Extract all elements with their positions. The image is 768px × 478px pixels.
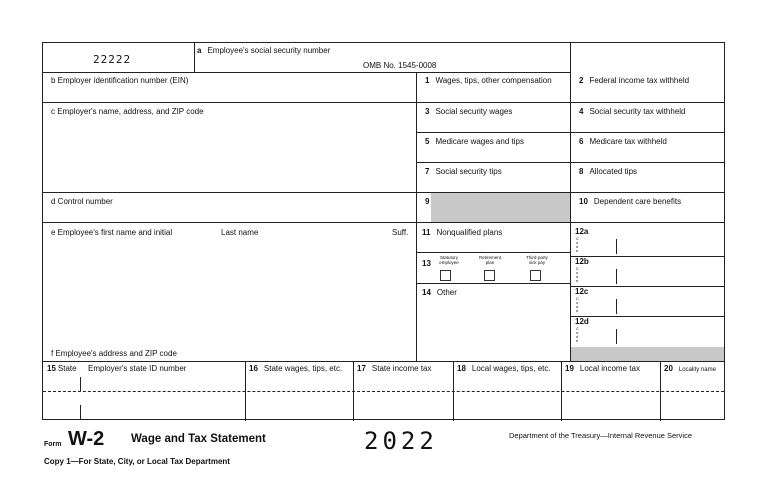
box-4-field[interactable]: [579, 107, 686, 116]
rule: [416, 283, 570, 284]
box-16-num: 16: [249, 364, 258, 373]
rule: [194, 43, 195, 72]
box-6-num: 6: [579, 137, 584, 146]
box-4-num: 4: [579, 107, 584, 116]
third-party-sick-pay-checkbox[interactable]: [530, 270, 541, 281]
box-7-field[interactable]: [425, 167, 502, 176]
box-16-field[interactable]: [249, 364, 342, 373]
box-15-num: 15: [47, 364, 56, 373]
box-10-label: Dependent care benefits: [593, 197, 682, 206]
box-18-label: Local wages, tips, etc.: [471, 364, 551, 373]
box-7-label: Social security tips: [435, 167, 502, 176]
box-20-field[interactable]: [664, 364, 716, 373]
rule: [43, 102, 724, 103]
box-13-num: 13: [422, 259, 431, 268]
rule: [80, 405, 81, 419]
omb-number: OMB No. 1545-0008: [363, 61, 437, 70]
rule: [43, 72, 570, 73]
rule: [616, 299, 617, 314]
box-10-field[interactable]: [579, 197, 681, 206]
form-title: Wage and Tax Statement: [131, 433, 266, 445]
rule: [570, 43, 571, 361]
employee-first-name-field[interactable]: e Employee's first name and initial: [51, 228, 173, 237]
box-20-label: Locality name: [678, 367, 716, 373]
rule: [80, 377, 81, 391]
box-12d-code-label: Code: [576, 326, 579, 343]
employee-address-field[interactable]: f Employee's address and ZIP code: [51, 349, 177, 358]
box-4-label: Social security tax withheld: [589, 107, 686, 116]
box-12d-shade: [571, 347, 724, 361]
box-17-field[interactable]: [357, 364, 432, 373]
box-16-label: State wages, tips, etc.: [263, 364, 343, 373]
employee-suffix-field[interactable]: Suff.: [392, 228, 409, 237]
box-19-field[interactable]: [565, 364, 640, 373]
form-name: W-2: [68, 428, 105, 450]
tax-year: 2022: [364, 427, 438, 455]
box-10-num: 10: [579, 197, 588, 206]
statutory-employee-label: Statutory employee: [439, 255, 459, 265]
rule: [416, 72, 417, 361]
box-6-label: Medicare tax withheld: [589, 137, 667, 146]
box-6-field[interactable]: [579, 137, 667, 146]
box-14-num: 14: [422, 288, 431, 297]
box-12d-num: 12d: [575, 317, 589, 326]
box-8-label: Allocated tips: [589, 167, 638, 176]
box-14-label: Other: [436, 288, 457, 297]
rule: [616, 329, 617, 344]
third-party-sick-pay-label: Third-party sick pay: [526, 255, 548, 265]
box-1-field[interactable]: [425, 76, 552, 85]
box-11-field[interactable]: [422, 228, 502, 237]
box-15-field[interactable]: [47, 364, 77, 373]
box-11-num: 11: [422, 228, 431, 237]
void-code: 22222: [93, 53, 132, 66]
box-19-label: Local income tax: [579, 364, 640, 373]
box-12c-num: 12c: [575, 287, 589, 296]
statutory-employee-checkbox[interactable]: [440, 270, 451, 281]
box-15-label: State: [57, 364, 77, 373]
box-19-num: 19: [565, 364, 574, 373]
rule: [416, 252, 570, 253]
box-5-label: Medicare wages and tips: [435, 137, 524, 146]
box-20-num: 20: [664, 364, 673, 373]
box-11-label: Nonqualified plans: [436, 228, 503, 237]
ssn-label: Employee's social security number: [207, 46, 331, 55]
employer-state-id-field[interactable]: Employer's state ID number: [88, 364, 187, 373]
label-a: a: [197, 46, 202, 55]
retirement-plan-label: Retirement plan: [479, 255, 502, 265]
box-1-label: Wages, tips, other compensation: [435, 76, 552, 85]
rule: [570, 286, 724, 287]
control-number-field[interactable]: d Control number: [51, 197, 113, 206]
box-3-label: Social security wages: [435, 107, 513, 116]
box-17-num: 17: [357, 364, 366, 373]
box-5-num: 5: [425, 137, 430, 146]
employee-last-name-field[interactable]: Last name: [221, 228, 259, 237]
box-18-num: 18: [457, 364, 466, 373]
ssn-field[interactable]: [197, 46, 330, 55]
box-3-field[interactable]: [425, 107, 512, 116]
box-9-field: [425, 197, 435, 206]
copy-line: Copy 1—For State, City, or Local Tax Department: [44, 457, 230, 466]
box-12a-num: 12a: [575, 227, 589, 236]
w2-form: [42, 42, 725, 420]
box-9-num: 9: [425, 197, 430, 206]
box-2-label: Federal income tax withheld: [589, 76, 690, 85]
box-1-num: 1: [425, 76, 430, 85]
rule: [616, 239, 617, 254]
box-14-field[interactable]: [422, 288, 457, 297]
box-3-num: 3: [425, 107, 430, 116]
rule: [43, 222, 724, 223]
box-2-field[interactable]: [579, 76, 689, 85]
rule: [43, 361, 724, 362]
rule: [43, 192, 724, 193]
box-17-label: State income tax: [371, 364, 432, 373]
box-9-shade: [431, 193, 570, 222]
box-12b-num: 12b: [575, 257, 589, 266]
box-18-field[interactable]: [457, 364, 551, 373]
rule: [616, 269, 617, 284]
ein-field[interactable]: b Employer identification number (EIN): [51, 76, 189, 85]
box-2-num: 2: [579, 76, 584, 85]
dashed-rule: [43, 391, 724, 392]
retirement-plan-checkbox[interactable]: [484, 270, 495, 281]
box-12b-code-label: Code: [576, 266, 579, 283]
box-8-field[interactable]: [579, 167, 637, 176]
rule: [570, 316, 724, 317]
box-12c-code-label: Code: [576, 296, 579, 313]
box-5-field[interactable]: [425, 137, 524, 146]
employer-name-field[interactable]: c Employer's name, address, and ZIP code: [51, 107, 204, 116]
rule: [570, 256, 724, 257]
department-line: Department of the Treasury—Internal Revenue Service: [509, 431, 693, 440]
box-7-num: 7: [425, 167, 430, 176]
form-word: Form: [44, 441, 62, 448]
box-12a-code-label: Code: [576, 236, 579, 253]
box-8-num: 8: [579, 167, 584, 176]
